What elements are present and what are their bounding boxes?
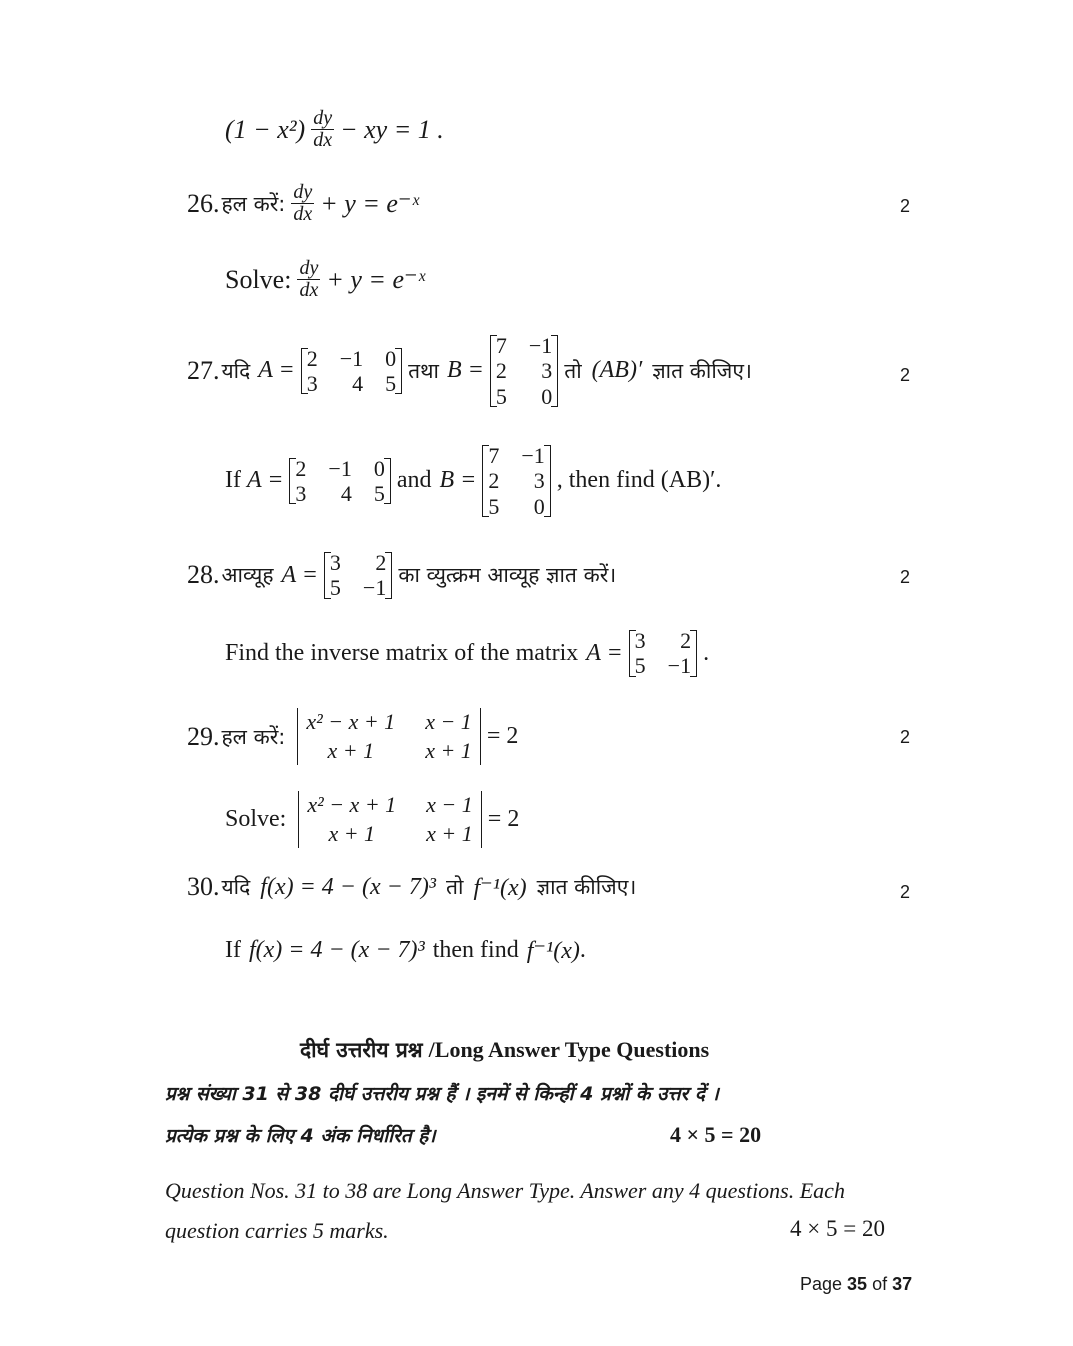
q27-b-label: B = (446, 357, 484, 384)
matrix-cell: 5 (373, 480, 385, 506)
q27-english-line (225, 443, 721, 519)
q30-hindi-if: यदि (221, 875, 251, 899)
matrix-cell: −1 (339, 345, 364, 371)
det-cell: x² − x + 1 (306, 709, 396, 734)
matrix-cell: 2 (306, 345, 318, 371)
q28-hindi-prefix: आव्यूह (221, 563, 274, 588)
q29-determinant (297, 708, 480, 765)
section-hindi-line1: प्रश्न संख्या 31 से 38 दीर्घ उत्तरीय प्रश्न हैं । इनमें से किन्हीं 4 प्रश्नों के उत्तर दें । (165, 1083, 719, 1105)
det-cell: x² − x + 1 (307, 792, 397, 817)
matrix-cell: 7 (488, 443, 500, 468)
matrix-cell: 3 (329, 550, 341, 575)
q27-hindi-then: तो (564, 358, 582, 383)
q28-hindi-suffix: का व्युत्क्रम आव्यूह ज्ञात करें। (398, 563, 617, 588)
q30-marks: 2 (900, 882, 911, 902)
det-cell: x − 1 (426, 792, 473, 817)
q27-matrix-b (490, 333, 558, 409)
matrix-cell: 0 (385, 345, 397, 371)
q26-marks: 2 (900, 196, 911, 216)
matrix-cell: −1 (521, 443, 545, 468)
q30-english-inverse: f⁻¹(x) (526, 938, 580, 964)
q27-english-and: and (396, 467, 432, 494)
q25-lhs-factor: (1 − x²) (225, 114, 306, 144)
matrix-cell: 5 (385, 370, 397, 396)
matrix-cell: 5 (329, 575, 341, 601)
q28-english-a-label: A = (586, 639, 623, 666)
q26-hindi-line (187, 182, 419, 225)
q26-fraction: $\frac{dy}{dx}$ (293, 181, 313, 225)
q29-number: 29. (187, 721, 220, 751)
q25-fraction: $\frac{dy}{dx}$ (313, 107, 333, 151)
footer-page-number: 35 (847, 1274, 868, 1294)
q27-english-matrix-a (289, 456, 390, 507)
det-cell: x + 1 (327, 737, 375, 763)
q27-marks: 2 (900, 365, 911, 385)
q29-english-line (225, 791, 519, 848)
matrix-cell: 3 (306, 370, 318, 396)
matrix-cell: −1 (362, 575, 387, 601)
det-cell: x + 1 (425, 737, 472, 763)
q27-english-b-label: B = (439, 467, 477, 494)
matrix-cell: 0 (541, 383, 553, 409)
section-english-line2: question carries 5 marks. (165, 1218, 389, 1243)
q30-expression: f(x) = 4 − (x − 7)³ (260, 873, 437, 900)
q26-number: 26. (187, 188, 220, 218)
q28-a-label: A = (281, 561, 318, 588)
matrix-cell: 0 (373, 455, 385, 481)
q29-hindi-line (187, 708, 518, 765)
q27-english-matrix-b (482, 443, 550, 519)
q26-rest-english: + y = e⁻ˣ (326, 264, 426, 294)
q28-english-matrix (629, 628, 697, 679)
matrix-cell: 5 (495, 383, 507, 409)
q28-hindi-line (187, 550, 616, 601)
matrix-cell: −1 (667, 653, 692, 679)
matrix-cell: 5 (488, 493, 500, 519)
q28-english-end: . (703, 639, 710, 666)
q27-matrix-a (301, 346, 402, 397)
q27-english-a-label: A = (246, 467, 284, 494)
matrix-cell: 3 (533, 468, 545, 494)
q30-inverse: f⁻¹(x) (473, 874, 527, 901)
q30-hindi-find: ज्ञात कीजिए। (536, 875, 637, 899)
matrix-cell: −1 (528, 333, 553, 358)
section-english-total: 4 × 5 = 20 (790, 1216, 885, 1241)
q29-marks: 2 (900, 727, 911, 747)
section-english-line1: Question Nos. 31 to 38 are Long Answer Type. Answer any 4 questions. Each (165, 1178, 845, 1203)
q27-hindi-line (187, 333, 752, 409)
q27-hindi-find: ज्ञात कीजिए। (652, 358, 752, 383)
matrix-cell: 4 (352, 370, 364, 396)
q27-a-label: A = (258, 357, 295, 384)
q30-english-then: then find (432, 937, 519, 963)
q27-english-then: , then find (AB)′. (556, 467, 722, 494)
q30-english-if: If (225, 937, 241, 963)
q25-continued-equation (225, 108, 444, 151)
section-title-english: /Long Answer Type Questions (428, 1037, 710, 1062)
q30-english-end: . (579, 937, 586, 963)
matrix-cell: 4 (340, 480, 352, 506)
q25-rest: − xy = 1 . (340, 114, 444, 144)
section-title-hindi: दीर्घ उत्तरीय प्रश्न (300, 1038, 423, 1062)
det-cell: x − 1 (425, 709, 472, 734)
q30-english-line (225, 936, 586, 965)
q27-hindi-if: यदि (221, 358, 251, 383)
section-hindi-line2: प्रत्येक प्रश्न के लिए 4 अंक निर्धारित है। (165, 1125, 436, 1147)
matrix-cell: 5 (634, 653, 646, 679)
matrix-cell: 2 (375, 550, 387, 575)
q28-english-line (225, 628, 709, 679)
matrix-cell: 2 (488, 468, 500, 494)
matrix-cell: −1 (328, 455, 352, 481)
q26-english-fraction: $\frac{dy}{dx}$ (299, 257, 319, 301)
section-title (300, 1036, 709, 1064)
q28-english-prefix: Find the inverse matrix of the matrix (225, 639, 579, 666)
q30-hindi-then: तो (446, 875, 464, 899)
footer-middle: of (867, 1274, 893, 1294)
q26-english-prefix: Solve: (225, 264, 292, 294)
q29-english-prefix: Solve: (225, 806, 287, 833)
q27-number: 27. (187, 355, 220, 385)
q30-hindi-line (187, 872, 636, 902)
footer-total-pages: 37 (892, 1274, 913, 1294)
q28-matrix (324, 550, 392, 601)
q29-rhs: = 2 (486, 723, 519, 750)
q29-english-rhs: = 2 (487, 806, 520, 833)
matrix-cell: 3 (541, 358, 553, 384)
matrix-cell: 0 (533, 493, 545, 519)
matrix-cell: 2 (295, 455, 307, 481)
page-footer (800, 1274, 912, 1295)
det-cell: x + 1 (328, 820, 376, 846)
matrix-cell: 3 (295, 480, 307, 506)
q28-marks: 2 (900, 567, 911, 587)
det-cell: x + 1 (426, 820, 473, 846)
q28-number: 28. (187, 560, 220, 590)
q30-number: 30. (187, 872, 220, 901)
matrix-cell: 2 (495, 358, 507, 384)
q29-hindi-prefix: हल करें: (221, 724, 286, 749)
q27-english-if: If (225, 467, 241, 494)
section-hindi-total: 4 × 5 = 20 (670, 1122, 762, 1147)
footer-prefix: Page (800, 1274, 848, 1294)
matrix-cell: 2 (680, 628, 692, 653)
q26-english-line (225, 258, 425, 301)
matrix-cell: 3 (634, 628, 646, 653)
q27-hindi-and: तथा (408, 358, 439, 383)
q26-hindi-prefix: हल करें: (221, 191, 286, 216)
q29-english-determinant (298, 791, 481, 848)
q26-rest-hindi: + y = e⁻ˣ (320, 188, 419, 218)
q27-target: (AB)′ (591, 357, 643, 384)
matrix-cell: 7 (495, 333, 507, 358)
q30-english-expression: f(x) = 4 − (x − 7)³ (248, 937, 425, 963)
